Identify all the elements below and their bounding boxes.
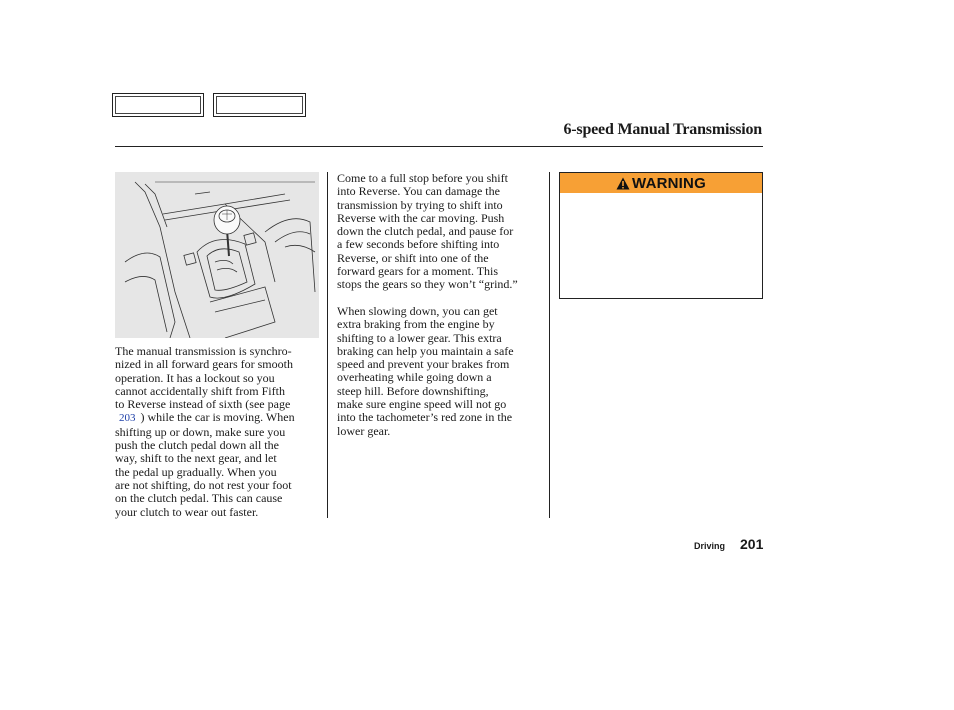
next-page-button[interactable] bbox=[213, 93, 306, 117]
warning-triangle-icon bbox=[616, 177, 630, 190]
text-line: shifting up or down, make sure you bbox=[115, 424, 286, 439]
warning-label: WARNING bbox=[632, 174, 706, 192]
previous-page-button[interactable] bbox=[112, 93, 204, 117]
text-line: stops the gears so they won’t “grind.” bbox=[337, 277, 518, 292]
text-line: on the clutch pedal. This can cause bbox=[115, 491, 283, 506]
text-line: are not shifting, do not rest your foot bbox=[115, 477, 292, 492]
text-line: while the car is moving. When bbox=[147, 410, 295, 425]
text-line: Reverse with the car moving. Push bbox=[337, 210, 505, 225]
text-line: into the tachometer’s red zone in the bbox=[337, 410, 513, 425]
text-line: cannot accidentally shift from Fifth bbox=[115, 383, 285, 398]
text-line: speed and prevent your brakes from bbox=[337, 357, 510, 372]
text-line: into Reverse. You can damage the bbox=[337, 184, 500, 199]
text-line: Come to a full stop before you shift bbox=[337, 171, 508, 185]
column1-text bbox=[115, 345, 321, 519]
text-line: The manual transmission is synchro- bbox=[115, 344, 292, 358]
column2-paragraph2 bbox=[337, 305, 545, 438]
text-line: lower gear. bbox=[337, 423, 391, 438]
text-line: nized in all forward gears for smooth bbox=[115, 357, 293, 372]
text-line: a few seconds before shifting into bbox=[337, 237, 500, 252]
gear-shift-illustration bbox=[115, 172, 319, 338]
text-line: way, shift to the next gear, and let bbox=[115, 451, 277, 466]
text-line: your clutch to wear out faster. bbox=[115, 504, 259, 519]
text-line: forward gears for a moment. This bbox=[337, 264, 499, 279]
text-line: operation. It has a lockout so you bbox=[115, 370, 275, 385]
text-line: push the clutch pedal down all the bbox=[115, 438, 279, 453]
text-line: extra braking from the engine by bbox=[337, 317, 495, 332]
text-line: transmission by trying to shift into bbox=[337, 197, 503, 212]
text-line: to Reverse instead of sixth (see page bbox=[115, 397, 291, 412]
text-line: Reverse, or shift into one of the bbox=[337, 250, 489, 265]
text-line-with-ref bbox=[115, 411, 321, 425]
text-line: shifting to a lower gear. This extra bbox=[337, 330, 502, 345]
text-line: make sure engine speed will not go bbox=[337, 397, 507, 412]
warning-box bbox=[559, 172, 763, 299]
text-line: steep hill. Before downshifting, bbox=[337, 383, 489, 398]
footer-section-name: Driving bbox=[694, 541, 726, 551]
text-line: the pedal up gradually. When you bbox=[115, 464, 277, 479]
ref-close: ) bbox=[140, 410, 145, 425]
text-line: down the clutch pedal, and pause for bbox=[337, 224, 514, 239]
title-divider bbox=[115, 146, 763, 147]
page-reference-link[interactable]: 203 bbox=[119, 412, 136, 425]
text-line: overheating while going down a bbox=[337, 370, 492, 385]
column-divider bbox=[549, 172, 550, 518]
warning-header bbox=[560, 173, 762, 193]
column2-paragraph1 bbox=[337, 172, 545, 292]
column-divider bbox=[327, 172, 328, 518]
page-title: 6-speed Manual Transmission bbox=[563, 121, 762, 138]
text-line: When slowing down, you can get bbox=[337, 304, 498, 318]
page-number: 201 bbox=[740, 536, 764, 552]
text-line: braking can help you maintain a safe bbox=[337, 343, 514, 358]
